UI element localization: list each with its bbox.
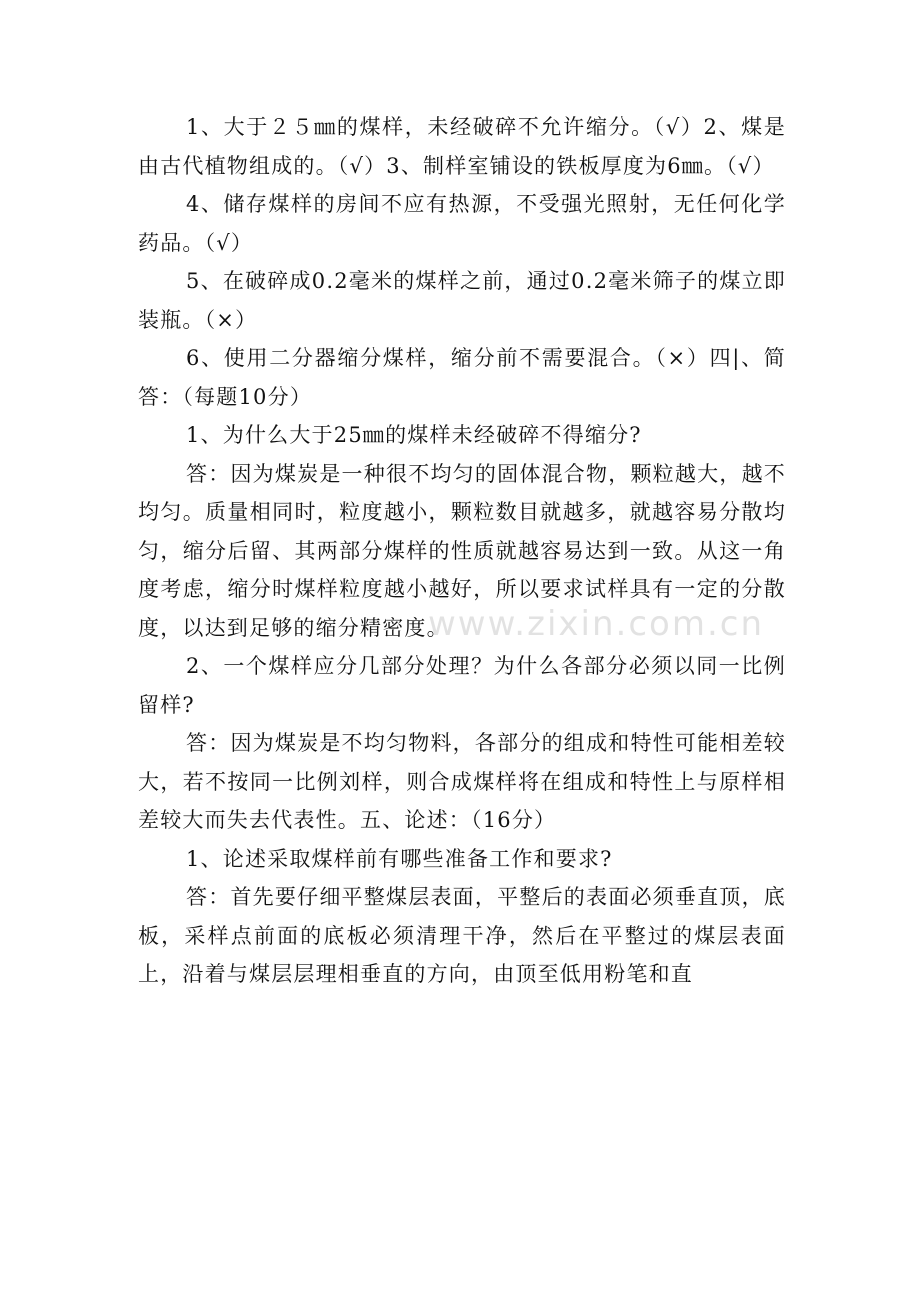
answer-paragraph: 答：因为煤炭是一种很不均匀的固体混合物，颗粒越大，越不均匀。质量相同时，粒度越小，颗粒数目就越多，就越容易分散均匀，缩分后留、其两部分煤样的性质就越容易达到一致。从这一角度考虑，缩分时煤样粒度越小越好，所以要求试样具有一定的分散度，以达到足够的缩分精密度。 (138, 461, 786, 640)
answer-paragraph: 答：首先要仔细平整煤层表面，平整后的表面必须垂直顶，底板，采样点前面的底板必须清理干净，然后在平整过的煤层表面上，沿着与煤层层理相垂直的方向，由顶至低用粉笔和直 (138, 885, 786, 986)
paragraph: 5、在破碎成0.2毫米的煤样之前，通过0.2毫米筛子的煤立即装瓶。（×） (138, 269, 786, 332)
question-paragraph: 1、论述采取煤样前有哪些准备工作和要求? (186, 846, 613, 871)
answer-paragraph: 答：因为煤炭是不均匀物料，各部分的组成和特性可能相差较大，若不按同一比例刘样，则合成煤样将在组成和特性上与原样相差较大而失去代表性。五、论述：（16分） (138, 731, 786, 832)
question-paragraph: 1、为什么大于25㎜的煤样未经破碎不得缩分? (186, 423, 642, 447)
paragraph: 1、大于２５㎜的煤样，未经破碎不允许缩分。（√）2、煤是由古代植物组成的。（√）3、制样室铺设的铁板厚度为6㎜。（√） (138, 115, 786, 178)
paragraph: 4、储存煤样的房间不应有热源，不受强光照射，无任何化学药品。（√） (138, 192, 786, 255)
document-body (138, 108, 786, 994)
watermark: www.zixin.com.cn (428, 604, 764, 644)
paragraph: 6、使用二分器缩分煤样，缩分前不需要混合。（×）四|、简答：（每题10分） (138, 346, 786, 409)
question-paragraph: 2、一个煤样应分几部分处理？为什么各部分必须以同一比例留样? (138, 654, 786, 717)
